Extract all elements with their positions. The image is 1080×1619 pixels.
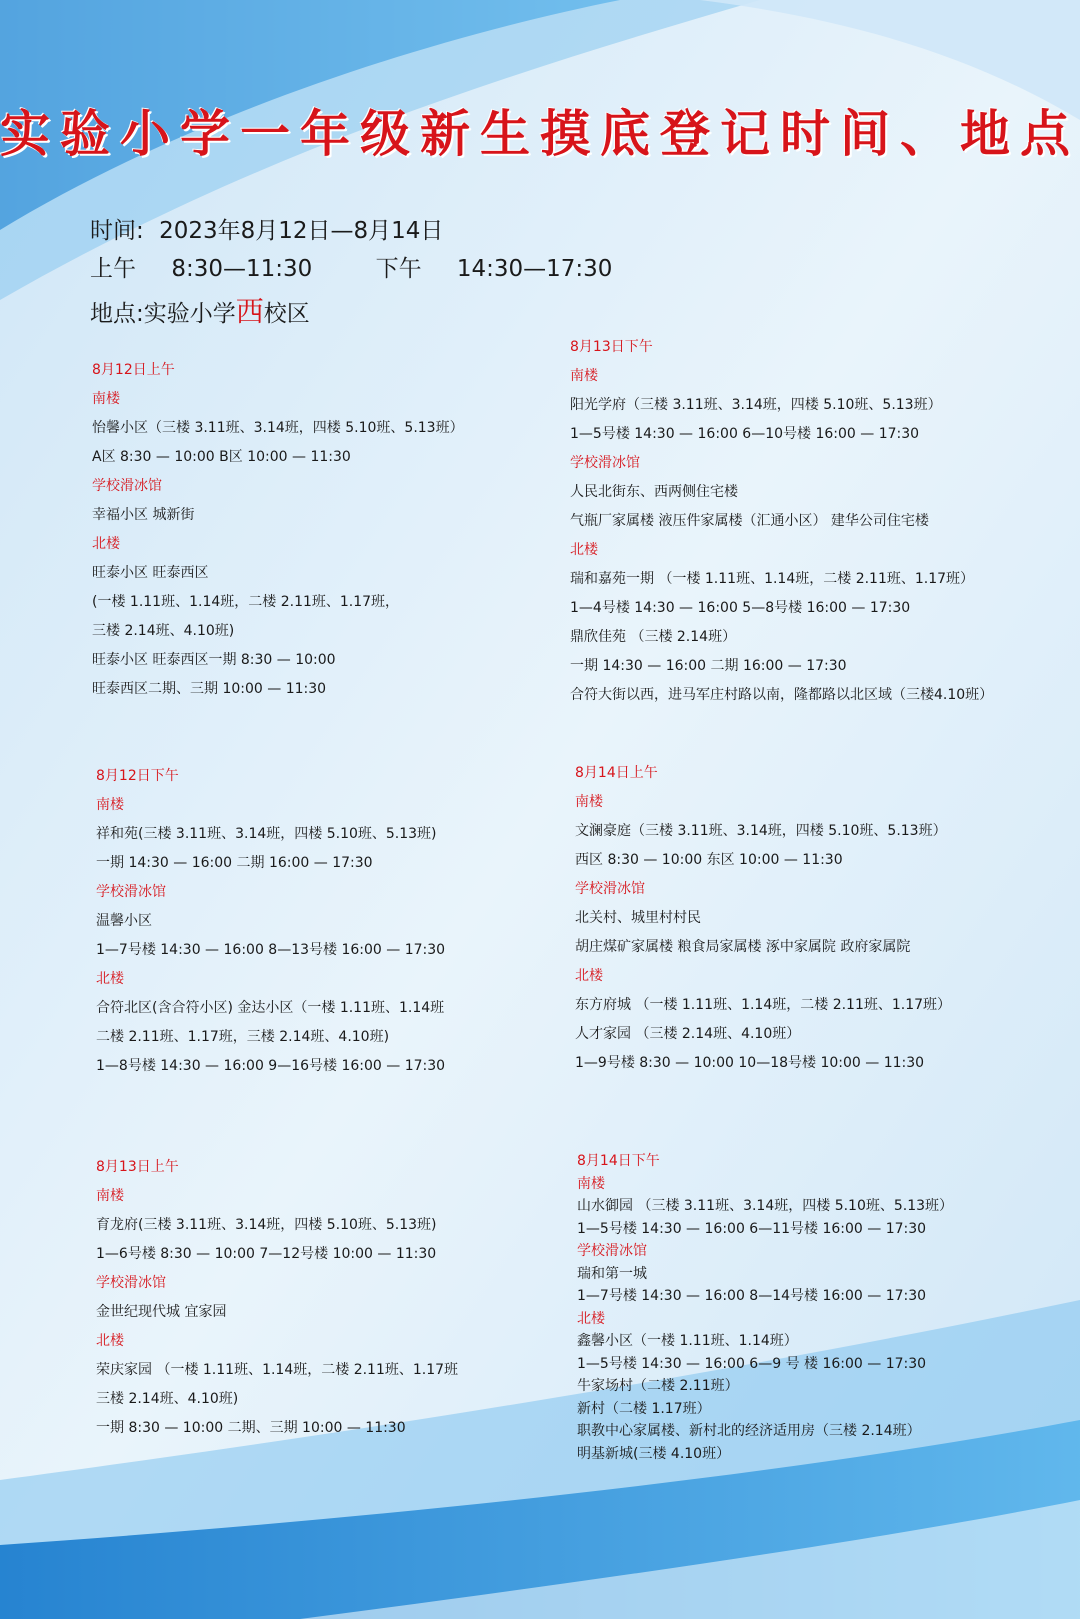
schedule-line: 荣庆家园 （一楼 1.11班、1.14班，二楼 2.11班、1.17班	[96, 1362, 459, 1378]
section-heading: 学校滑冰馆	[96, 1275, 166, 1291]
pm-time: 14:30—17:30	[456, 256, 613, 282]
section-heading: 8月13日下午	[570, 339, 653, 355]
schedule-aug14-pm	[577, 1150, 953, 1465]
pm-label: 下午	[375, 256, 422, 282]
schedule-line: 祥和苑(三楼 3.11班、3.14班，四楼 5.10班、5.13班)	[96, 826, 437, 842]
section-heading: 8月13日上午	[96, 1159, 179, 1175]
schedule-line: 1—5号楼 14:30 — 16:00 6—10号楼 16:00 — 17:30	[570, 426, 920, 442]
schedule-line: A区 8:30 — 10:00 B区 10:00 — 11:30	[92, 449, 351, 465]
schedule-line: 二楼 2.11班、1.17班，三楼 2.14班、4.10班)	[96, 1029, 390, 1045]
schedule-aug13-pm	[570, 333, 993, 710]
schedule-line: 三楼 2.14班、4.10班)	[96, 1391, 239, 1407]
section-heading: 北楼	[96, 1333, 124, 1349]
section-heading: 南楼	[570, 368, 598, 384]
schedule-line: 一期 14:30 — 16:00 二期 16:00 — 17:30	[96, 855, 373, 871]
schedule-line: 1—9号楼 8:30 — 10:00 10—18号楼 10:00 — 11:30	[575, 1055, 925, 1071]
am-time: 8:30—11:30	[171, 256, 313, 282]
schedule-line: 人民北街东、西两侧住宅楼	[570, 484, 738, 500]
schedule-line: 明基新城(三楼 4.10班）	[577, 1445, 731, 1462]
place-label: 地点:	[90, 301, 144, 327]
place-line	[90, 290, 310, 330]
section-heading: 8月14日下午	[577, 1153, 660, 1169]
schedule-line: 金世纪现代城 宜家园	[96, 1304, 227, 1320]
am-label: 上午	[90, 256, 136, 282]
schedule-line: 西区 8:30 — 10:00 东区 10:00 — 11:30	[575, 852, 843, 868]
schedule-aug13-am	[96, 1153, 458, 1443]
section-heading: 南楼	[92, 391, 120, 407]
schedule-line: 合符大街以西，进马军庄村路以南，隆都路以北区域（三楼4.10班）	[570, 687, 994, 703]
section-heading: 南楼	[575, 794, 603, 810]
schedule-line: 气瓶厂家属楼 液压件家属楼（汇通小区） 建华公司住宅楼	[570, 513, 929, 529]
section-heading: 学校滑冰馆	[570, 455, 640, 471]
time-label: 时间:	[90, 218, 144, 244]
schedule-line: 1—4号楼 14:30 — 16:00 5—8号楼 16:00 — 17:30	[570, 600, 911, 616]
schedule-line: 三楼 2.14班、4.10班)	[92, 623, 235, 639]
place-highlight: 西	[235, 295, 264, 328]
section-heading: 学校滑冰馆	[577, 1243, 647, 1259]
schedule-line: 合符北区(含合符小区) 金达小区（一楼 1.11班、1.14班	[96, 1000, 445, 1016]
schedule-line: 1—7号楼 14:30 — 16:00 8—14号楼 16:00 — 17:30	[577, 1288, 927, 1304]
section-heading: 学校滑冰馆	[96, 884, 166, 900]
section-heading: 北楼	[96, 971, 124, 987]
schedule-line: 幸福小区 城新街	[92, 507, 195, 523]
schedule-line: 牛家场村（二楼 2.11班）	[577, 1378, 739, 1394]
section-heading: 学校滑冰馆	[575, 881, 645, 897]
schedule-line: 新村（二楼 1.17班）	[577, 1400, 711, 1417]
section-heading: 学校滑冰馆	[92, 478, 162, 494]
schedule-line: 胡庄煤矿家属楼 粮食局家属楼 涿中家属院 政府家属院	[575, 939, 911, 955]
place-pre: 实验小学	[143, 301, 236, 327]
time-value: 2023年8月12日—8月14日	[159, 218, 444, 244]
schedule-aug12-am	[92, 356, 464, 704]
schedule-line: 职教中心家属楼、新村北的经济适用房（三楼 2.14班）	[577, 1423, 921, 1439]
schedule-line: 温馨小区	[96, 913, 152, 929]
schedule-line: 瑞和第一城	[577, 1265, 647, 1282]
section-heading: 北楼	[570, 542, 598, 558]
schedule-line: 怡馨小区（三楼 3.11班、3.14班，四楼 5.10班、5.13班）	[92, 420, 464, 436]
hours-line	[90, 250, 612, 283]
section-heading: 8月12日下午	[96, 768, 179, 784]
schedule-line: 鼎欣佳苑 （三楼 2.14班）	[570, 629, 737, 645]
page-title: 实验小学一年级新生摸底登记时间、地点	[0, 105, 1080, 163]
section-heading: 南楼	[96, 1188, 124, 1204]
place-post: 校区	[263, 301, 310, 327]
time-line	[90, 212, 443, 245]
schedule-line: 人才家园 （三楼 2.14班、4.10班）	[575, 1026, 801, 1042]
schedule-line: 1—7号楼 14:30 — 16:00 8—13号楼 16:00 — 17:30	[96, 942, 446, 958]
schedule-line: 一期 14:30 — 16:00 二期 16:00 — 17:30	[570, 658, 847, 674]
section-heading: 南楼	[96, 797, 124, 813]
schedule-line: 阳光学府（三楼 3.11班、3.14班，四楼 5.10班、5.13班）	[570, 397, 942, 413]
schedule-line: 东方府城 （一楼 1.11班、1.14班，二楼 2.11班、1.17班）	[575, 997, 952, 1013]
schedule-line: 1—6号楼 8:30 — 10:00 7—12号楼 10:00 — 11:30	[96, 1246, 437, 1262]
schedule-line: 旺泰西区二期、三期 10:00 — 11:30	[92, 681, 327, 697]
schedule-line: 鑫馨小区（一楼 1.11班、1.14班）	[577, 1333, 798, 1349]
schedule-line: 北关村、城里村村民	[575, 910, 701, 926]
section-heading: 8月14日上午	[575, 765, 658, 781]
section-heading: 南楼	[577, 1175, 605, 1192]
schedule-line: (一楼 1.11班、1.14班，二楼 2.11班、1.17班，	[92, 594, 400, 610]
section-heading: 北楼	[575, 968, 603, 984]
schedule-line: 瑞和嘉苑一期 （一楼 1.11班、1.14班，二楼 2.11班、1.17班）	[570, 571, 975, 587]
section-heading: 8月12日上午	[92, 362, 175, 378]
section-heading: 北楼	[577, 1310, 605, 1327]
schedule-line: 育龙府(三楼 3.11班、3.14班，四楼 5.10班、5.13班)	[96, 1217, 437, 1233]
schedule-aug12-pm	[96, 762, 445, 1081]
schedule-line: 旺泰小区 旺泰西区一期 8:30 — 10:00	[92, 652, 336, 668]
schedule-line: 1—8号楼 14:30 — 16:00 9—16号楼 16:00 — 17:30	[96, 1058, 446, 1074]
schedule-line: 1—5号楼 14:30 — 16:00 6—11号楼 16:00 — 17:30	[577, 1220, 927, 1237]
schedule-aug14-am	[575, 759, 951, 1078]
schedule-line: 旺泰小区 旺泰西区	[92, 565, 209, 581]
schedule-line: 1—5号楼 14:30 — 16:00 6—9 号 楼 16:00 — 17:30	[577, 1355, 927, 1372]
section-heading: 北楼	[92, 536, 120, 552]
schedule-line: 山水御园 （三楼 3.11班、3.14班，四楼 5.10班、5.13班）	[577, 1198, 954, 1214]
schedule-line: 一期 8:30 — 10:00 二期、三期 10:00 — 11:30	[96, 1420, 406, 1436]
schedule-line: 文澜豪庭（三楼 3.11班、3.14班，四楼 5.10班、5.13班）	[575, 823, 947, 839]
